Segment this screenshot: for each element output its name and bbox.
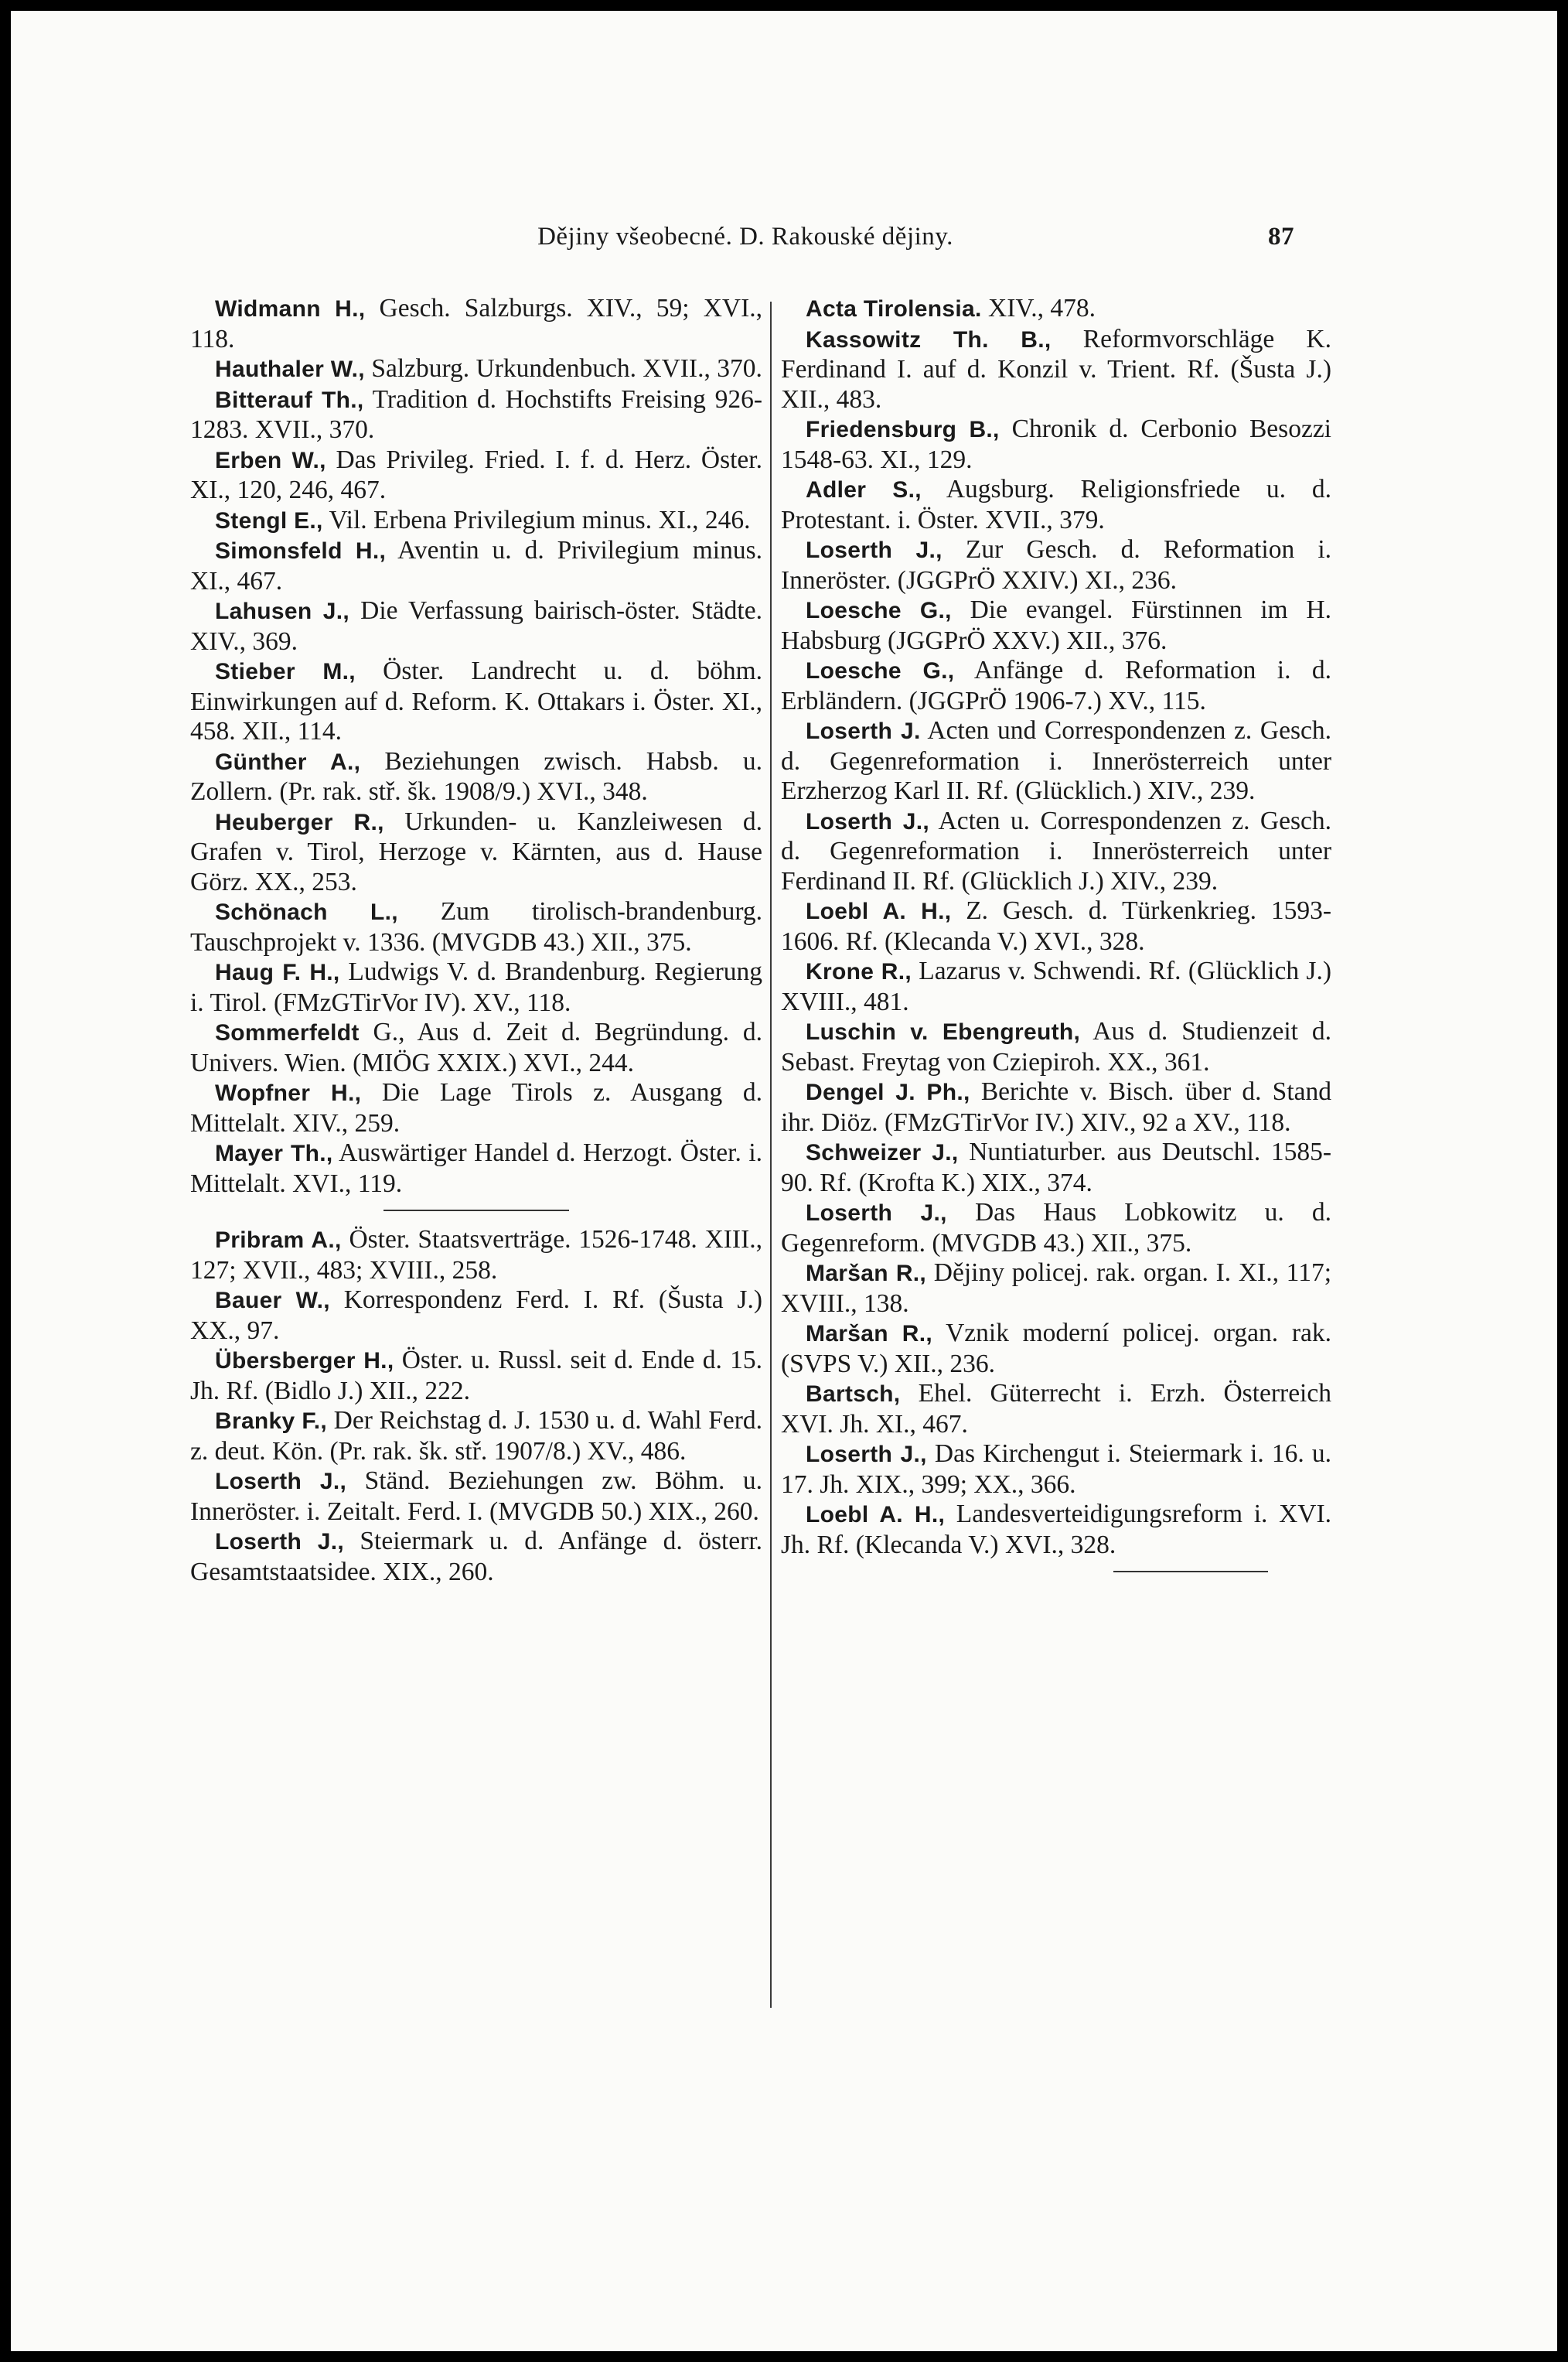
- entry-citation: Nuntiaturber. aus Deutschl. 1585-90. Rf. (Krofta K.) XIX., 374.: [781, 1138, 1331, 1197]
- page-number: 87: [1268, 223, 1294, 251]
- bibliography-entry: [190, 957, 762, 1018]
- entry-citation: Reformvorschläge K. Ferdinand I. auf d. Konzil v. Trient. Rf. (Šusta J.) XII., 483.: [781, 324, 1331, 414]
- entry-citation: Acten und Correspondenzen z. Gesch. d. Gegenreformation i. Innerösterreich unter Erzherzog Karl II. Rf. (Glücklich.) XIV., 239.: [781, 716, 1331, 805]
- bibliography-entry: [781, 716, 1331, 807]
- entry-author: Kassowitz Th. B.,: [806, 326, 1052, 353]
- bibliography-entry: [781, 1077, 1331, 1138]
- entry-citation: Acten u. Correspondenzen z. Gesch. d. Gegenreformation i. Innerösterreich unter Ferdinand II. Rf. (Glücklich J.) XIV., 239.: [781, 806, 1331, 896]
- entry-citation: Anfänge d. Reformation i. d. Erbländern. (JGGPrÖ 1906-7.) XV., 115.: [781, 656, 1331, 715]
- bibliography-entry: [190, 747, 762, 807]
- bibliography-entry: [190, 445, 762, 506]
- entry-author: Acta Tirolensia.: [806, 296, 982, 322]
- entry-author: Hauthaler W.,: [215, 357, 365, 382]
- entry-author: Stengl E.,: [215, 507, 323, 534]
- bibliography-entry: [190, 385, 762, 445]
- entry-citation: Gesch. Salzburgs. XIV., 59; XVI., 118.: [190, 294, 762, 353]
- bibliography-entry: [781, 807, 1331, 897]
- bibliography-entry: [190, 657, 762, 747]
- page: [11, 11, 1557, 2351]
- entry-author: Bauer W.,: [215, 1288, 330, 1313]
- entry-citation: Ehel. Güterrecht i. Erzh. Österreich XVI. Jh. XI., 467.: [781, 1379, 1331, 1439]
- left-entries-group-a: [190, 294, 762, 1199]
- entry-author: Loebl A. H.,: [806, 1502, 946, 1527]
- running-head: [196, 223, 1294, 269]
- entry-author: Luschin v. Ebengreuth,: [806, 1019, 1081, 1045]
- entry-author: Loserth J.,: [806, 1442, 927, 1467]
- bibliography-entry: [781, 896, 1331, 957]
- entry-citation: Öster. Landrecht u. d. böhm. Einwirkungen auf d. Reform. K. Ottakars i. Öster. XI., 458. XII., 114.: [190, 657, 762, 746]
- bibliography-entry: [781, 1138, 1331, 1198]
- bibliography-entry: [781, 1500, 1331, 1560]
- bibliography-entry: [190, 536, 762, 596]
- entry-citation: Dějiny policej. rak. organ. I. XI., 117; XVIII., 138.: [781, 1258, 1331, 1318]
- entry-author: Sommerfeldt: [215, 1020, 360, 1046]
- entry-citation: Berichte v. Bisch. über d. Stand ihr. Diöz. (FMzGTirVor IV.) XIV., 92 a XV., 118.: [781, 1077, 1331, 1137]
- entry-author: Schönach L.,: [215, 899, 398, 925]
- entry-citation: Die evangel. Fürstinnen im H. Habsburg (JGGPrÖ XXV.) XII., 376.: [781, 596, 1331, 655]
- entry-author: Loserth J.,: [806, 538, 943, 563]
- entry-citation: Öster. u. Russl. seit d. Ende d. 15. Jh. Rf. (Bidlo J.) XII., 222.: [190, 1346, 762, 1405]
- entry-author: Wopfner H.,: [215, 1080, 362, 1106]
- bibliography-entry: [781, 475, 1331, 535]
- bibliography-entry: [781, 1198, 1331, 1258]
- entry-citation: G., Aus d. Zeit d. Begründung. d. Univers. Wien. (MIÖG XXIX.) XVI., 244.: [190, 1018, 762, 1077]
- bibliography-entry: [190, 1078, 762, 1138]
- bibliography-entry: [190, 596, 762, 657]
- entry-author: Erben W.,: [215, 447, 326, 473]
- bibliography-entry: [781, 1319, 1331, 1379]
- entry-author: Maršan R.,: [806, 1321, 933, 1347]
- entry-author: Loserth J.,: [806, 1200, 947, 1226]
- entry-author: Übersberger H.,: [215, 1348, 394, 1374]
- entry-author: Loserth J.,: [215, 1529, 345, 1555]
- bibliography-entry: [781, 656, 1331, 716]
- bibliography-entry: [190, 1466, 762, 1527]
- entry-author: Loserth J.,: [806, 808, 930, 835]
- entry-author: Simonsfeld H.,: [215, 538, 387, 564]
- entry-citation: Vznik moderní policej. organ. rak. (SVPS V.) XII., 236.: [781, 1319, 1331, 1378]
- entry-citation: Aus d. Studienzeit d. Sebast. Freytag von Cziepiroh. XX., 361.: [781, 1017, 1331, 1077]
- bibliography-entry: [781, 596, 1331, 656]
- entry-author: Maršan R.,: [806, 1261, 927, 1286]
- running-head-title: Dějiny všeobecné. D. Rakouské dějiny.: [537, 223, 953, 251]
- entry-author: Haug F. H.,: [215, 960, 340, 985]
- entry-author: Loesche G.,: [806, 658, 955, 684]
- right-entries: [781, 294, 1331, 1560]
- entry-author: Friedensburg B.,: [806, 417, 1000, 442]
- entry-author: Widmann H.,: [215, 296, 366, 322]
- entry-citation: Chronik d. Cerbonio Besozzi 1548-63. XI., 129.: [781, 415, 1331, 474]
- entry-author: Günther A.,: [215, 749, 361, 775]
- entry-citation: Der Reichstag d. J. 1530 u. d. Wahl Ferd. z. deut. Kön. (Pr. rak. šk. stř. 1907/8.) XV., 486.: [190, 1406, 762, 1466]
- bibliography-entry: [190, 294, 762, 354]
- bibliography-entry: [190, 1225, 762, 1285]
- bibliography-entry: [190, 1346, 762, 1406]
- entry-author: Adler S.,: [806, 477, 922, 503]
- entry-citation: Aventin u. d. Privilegium minus. XI., 467.: [190, 536, 763, 596]
- entry-citation: Auswärtiger Handel d. Herzogt. Öster. i. Mittelalt. XVI., 119.: [190, 1138, 763, 1198]
- entry-citation: Öster. Staatsverträge. 1526-1748. XIII., 127; XVII., 483; XVIII., 258.: [190, 1225, 762, 1285]
- entry-author: Schweizer J.,: [806, 1140, 959, 1166]
- entry-author: Mayer Th.,: [215, 1141, 333, 1166]
- entry-citation: Steiermark u. d. Anfänge d. österr. Gesamtstaatsidee. XIX., 260.: [190, 1527, 762, 1586]
- entry-citation: Das Haus Lobkowitz u. d. Gegenreform. (MVGDB 43.) XII., 375.: [781, 1198, 1331, 1258]
- right-column: [781, 294, 1331, 2019]
- entry-citation: XIV., 478.: [981, 294, 1096, 323]
- entry-author: Bitterauf Th.,: [215, 387, 364, 413]
- bibliography-entry: [190, 1018, 762, 1078]
- entry-author: Krone R.,: [806, 959, 912, 985]
- entry-citation: Korrespondenz Ferd. I. Rf. (Šusta J.) XX., 97.: [190, 1285, 762, 1345]
- entry-citation: Zum tirolisch-brandenburg. Tauschprojekt v. 1336. (MVGDB 43.) XII., 375.: [190, 897, 762, 957]
- bibliography-entry: [190, 1285, 762, 1346]
- column-divider: [770, 302, 772, 2008]
- bibliography-entry: [781, 415, 1331, 475]
- entry-citation: Das Privileg. Fried. I. f. d. Herz. Öster. XI., 120, 246, 467.: [190, 445, 762, 504]
- bibliography-entry: [781, 535, 1331, 596]
- left-column: [190, 294, 762, 2019]
- bibliography-entry: [190, 354, 762, 385]
- entry-citation: Ständ. Beziehungen zw. Böhm. u. Inneröster. i. Zeitalt. Ferd. I. (MVGDB 50.) XIX., 260.: [190, 1466, 762, 1526]
- bibliography-entry: [190, 1527, 762, 1587]
- entry-citation: Augsburg. Religionsfriede u. d. Protestant. i. Öster. XVII., 379.: [781, 475, 1331, 534]
- bibliography-entry: [190, 506, 762, 537]
- entry-citation: Die Lage Tirols z. Ausgang d. Mittelalt. XIV., 259.: [190, 1078, 762, 1138]
- bibliography-entry: [781, 1258, 1331, 1319]
- bibliography-entry: [781, 1017, 1331, 1077]
- bibliography-entry: [781, 1439, 1331, 1500]
- entry-citation: Landesverteidigungsreform i. XVI. Jh. Rf. (Klecanda V.) XVI., 328.: [781, 1500, 1331, 1559]
- entry-citation: Lazarus v. Schwendi. Rf. (Glücklich J.) XVIII., 481.: [781, 957, 1331, 1016]
- bibliography-entry: [190, 897, 762, 957]
- entry-citation: Beziehungen zwisch. Habsb. u. Zollern. (Pr. rak. stř. šk. 1908/9.) XVI., 348.: [190, 746, 762, 806]
- bibliography-entry: [190, 1406, 762, 1466]
- bibliography-entry: [781, 325, 1331, 415]
- entry-citation: Tradition d. Hochstifts Freising 926-1283. XVII., 370.: [190, 384, 762, 444]
- entry-author: Loserth J.,: [215, 1469, 347, 1494]
- entry-citation: Vil. Erbena Privilegium minus. XI., 246.: [322, 505, 751, 534]
- bibliography-entry: [781, 1379, 1331, 1439]
- entry-citation: Urkunden- u. Kanzleiwesen d. Grafen v. Tirol, Herzoge v. Kärnten, aus d. Hause Görz. XX., 253.: [190, 807, 762, 896]
- entry-author: Lahusen J.,: [215, 599, 350, 624]
- entry-author: Loesche G.,: [806, 598, 952, 623]
- entry-author: Pribram A.,: [215, 1227, 342, 1253]
- entry-author: Dengel J. Ph.,: [806, 1080, 970, 1105]
- entry-citation: Ludwigs V. d. Brandenburg. Regierung i. Tirol. (FMzGTirVor IV). XV., 118.: [190, 957, 763, 1017]
- entry-author: Loserth J.: [806, 718, 921, 744]
- entry-author: Branky F.,: [215, 1408, 327, 1434]
- section-separator: [383, 1210, 569, 1211]
- entry-author: Bartsch,: [806, 1381, 901, 1407]
- entry-citation: Die Verfassung bairisch-öster. Städte. XIV., 369.: [190, 596, 762, 656]
- bibliography-entry: [190, 1138, 762, 1199]
- entry-author: Loebl A. H.,: [806, 899, 952, 924]
- end-separator: [1113, 1571, 1268, 1572]
- entry-author: Stieber M.,: [215, 659, 356, 684]
- entry-citation: Salzburg. Urkundenbuch. XVII., 370.: [364, 354, 762, 383]
- entry-citation: Zur Gesch. d. Reformation i. Inneröster. (JGGPrÖ XXIV.) XI., 236.: [781, 535, 1332, 595]
- bibliography-entry: [781, 957, 1331, 1017]
- bibliography-entry: [190, 807, 762, 898]
- entry-author: Heuberger R.,: [215, 809, 384, 835]
- entry-citation: Z. Gesch. d. Türkenkrieg. 1593-1606. Rf. (Klecanda V.) XVI., 328.: [781, 896, 1331, 956]
- left-entries-group-b: [190, 1225, 762, 1587]
- entry-citation: Das Kirchengut i. Steiermark i. 16. u. 17. Jh. XIX., 399; XX., 366.: [781, 1439, 1331, 1499]
- bibliography-entry: [781, 294, 1331, 325]
